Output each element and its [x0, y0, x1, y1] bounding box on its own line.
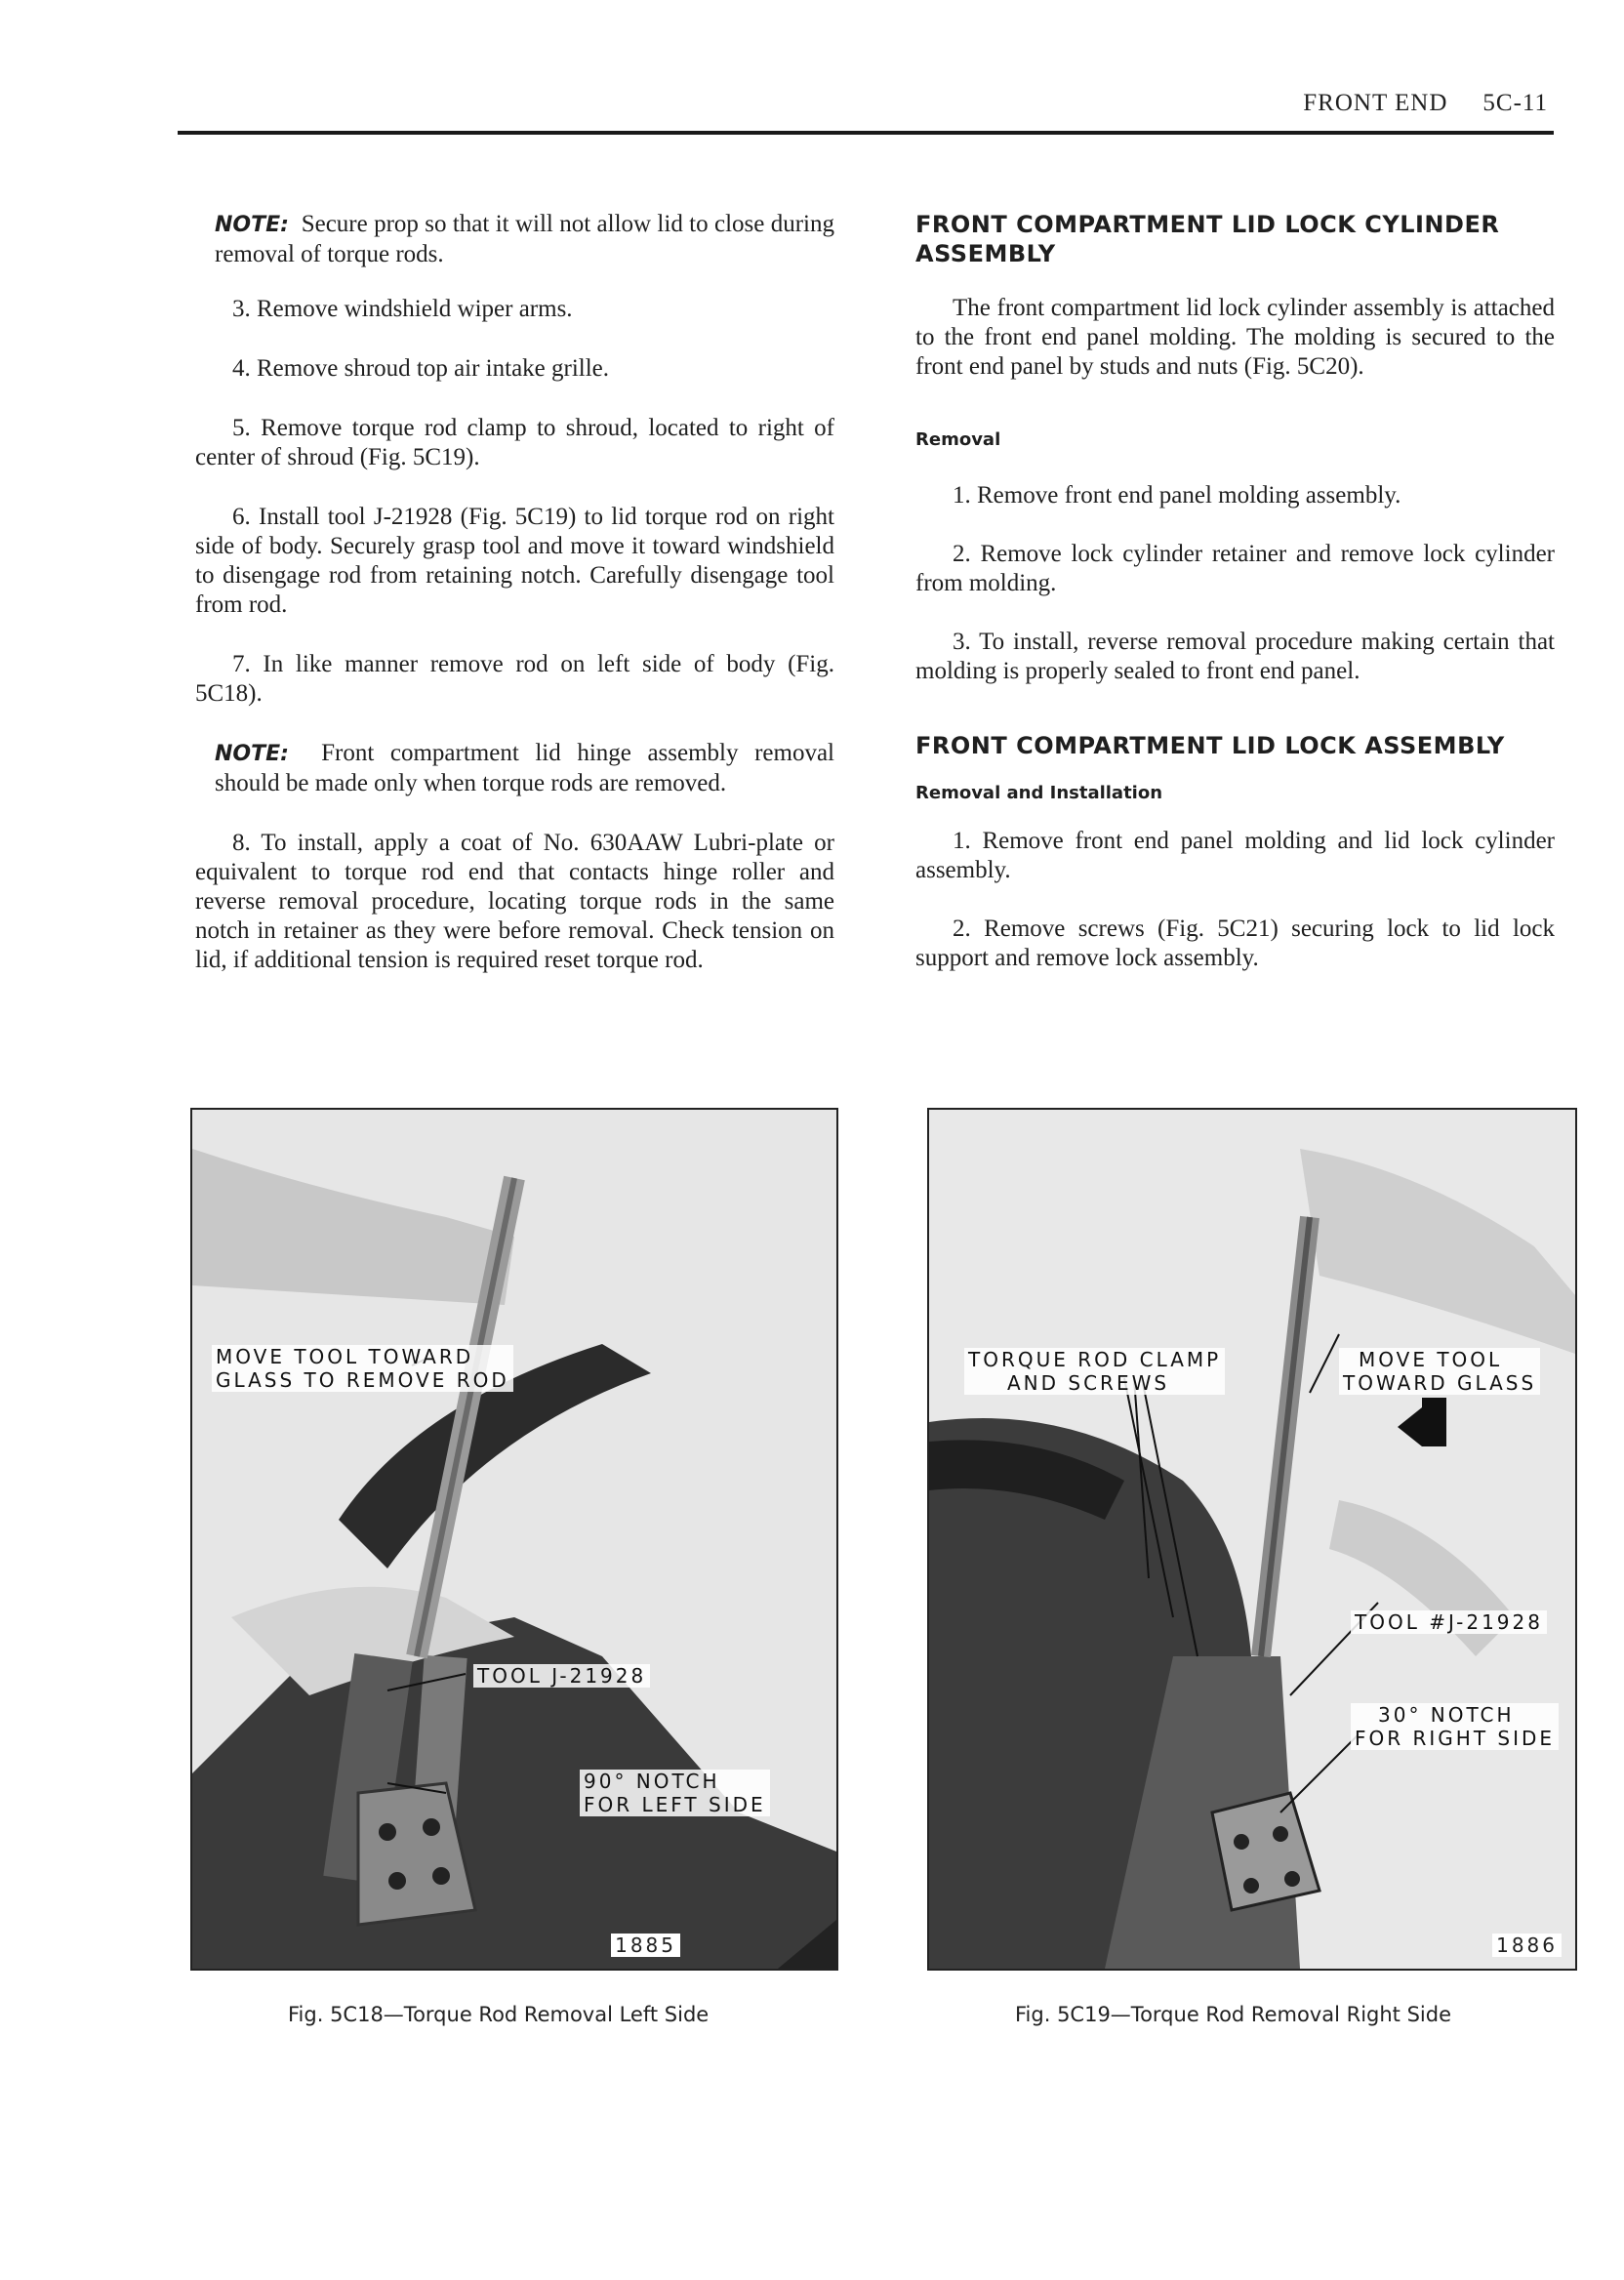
heading-lock-assembly: FRONT COMPARTMENT LID LOCK ASSEMBLY [915, 732, 1505, 759]
step-7: 7. In like manner remove rod on left side of body (Fig. 5C18). [195, 651, 834, 707]
callout-tool: TOOL J-21928 [473, 1664, 650, 1688]
callout-line-2: GLASS TO REMOVE ROD [216, 1368, 509, 1392]
subheading-removal-installation: Removal and Installation [915, 783, 1163, 803]
callout-notch [580, 1770, 770, 1816]
removal-step-2: 2. Remove lock cylinder retainer and remove lock cylinder from molding. [915, 541, 1555, 596]
caption-fig-5c18: Fig. 5C18—Torque Rod Removal Left Side [288, 2003, 710, 2026]
section-title: FRONT END [1303, 90, 1448, 116]
callout-move-tool [1339, 1348, 1540, 1395]
figure-5c18 [190, 1108, 838, 1971]
note-text: Secure prop so that it will not allow lid to close during removal of torque rods. [215, 211, 834, 267]
subheading-removal: Removal [915, 429, 1001, 450]
figure-number: 1885 [611, 1934, 680, 1957]
removal-step-1: 1. Remove front end panel molding assembly. [953, 482, 1401, 509]
figure-5c19-photo [929, 1110, 1575, 1969]
callout-line-2: TOWARD GLASS [1343, 1371, 1537, 1395]
intro-paragraph: The front compartment lid lock cylinder assembly is attached to the front end panel molding. The molding is secured to the front end panel by studs and nuts (Fig. 5C20). [915, 295, 1555, 380]
callout-line-1: 30° NOTCH [1378, 1703, 1515, 1727]
step-4: 4. Remove shroud top air intake grille. [232, 355, 610, 382]
callout-line-1: 90° NOTCH [584, 1770, 720, 1793]
figure-5c18-photo [192, 1110, 836, 1969]
figure-number: 1886 [1492, 1934, 1562, 1957]
page-header [1268, 90, 1548, 117]
removal-step-3: 3. To install, reverse removal procedure making certain that molding is properly sealed to front end panel. [915, 629, 1555, 684]
left-column [195, 210, 834, 975]
note-secure-prop [195, 210, 834, 269]
callout-line-1: TORQUE ROD CLAMP [968, 1348, 1222, 1371]
callout-line-2: FOR RIGHT SIDE [1355, 1727, 1556, 1750]
note-label: NOTE: [215, 742, 289, 766]
install-step-2: 2. Remove screws (Fig. 5C21) securing lock to lid lock support and remove lock assembly. [915, 916, 1555, 971]
step-5: 5. Remove torque rod clamp to shroud, located to right of center of shroud (Fig. 5C19). [195, 415, 834, 470]
callout-line-1: MOVE TOOL [1359, 1348, 1503, 1371]
caption-fig-5c19: Fig. 5C19—Torque Rod Removal Right Side [1015, 2003, 1451, 2026]
install-step-1: 1. Remove front end panel molding and lid lock cylinder assembly. [915, 828, 1555, 883]
note-text: Front compartment lid hinge assembly removal should be made only when torque rods are removed. [215, 740, 834, 796]
note-label: NOTE: [215, 213, 289, 237]
callout-notch [1351, 1703, 1559, 1750]
step-6: 6. Install tool J-21928 (Fig. 5C19) to lid torque rod on right side of body. Securely grasp tool and move it toward windshield to disengage rod from retaining notch. Carefully disengage tool from rod. [195, 504, 834, 618]
callout-line-2: FOR LEFT SIDE [584, 1793, 766, 1816]
callout-move-tool [212, 1345, 513, 1392]
callout-tool: TOOL #J-21928 [1351, 1610, 1547, 1634]
right-column [915, 210, 1555, 973]
header-rule [178, 131, 1554, 135]
figure-5c19 [927, 1108, 1577, 1971]
callout-line-2: AND SCREWS [1007, 1371, 1170, 1395]
callout-torque-rod-clamp [964, 1348, 1225, 1395]
callout-line-1: MOVE TOOL TOWARD [216, 1345, 474, 1368]
step-3: 3. Remove windshield wiper arms. [232, 296, 573, 322]
heading-lock-cylinder: FRONT COMPARTMENT LID LOCK CYLINDER ASSEMBLY [915, 211, 1500, 267]
step-8: 8. To install, apply a coat of No. 630AAW Lubri-plate or equivalent to torque rod end that contacts hinge roller and reverse removal procedure, locating torque rods in the same notch in retainer as they were before removal. Check tension on lid, if additional tension is required reset torque rod. [195, 830, 834, 973]
page-number: 5C-11 [1482, 90, 1548, 116]
note-hinge [195, 739, 834, 798]
